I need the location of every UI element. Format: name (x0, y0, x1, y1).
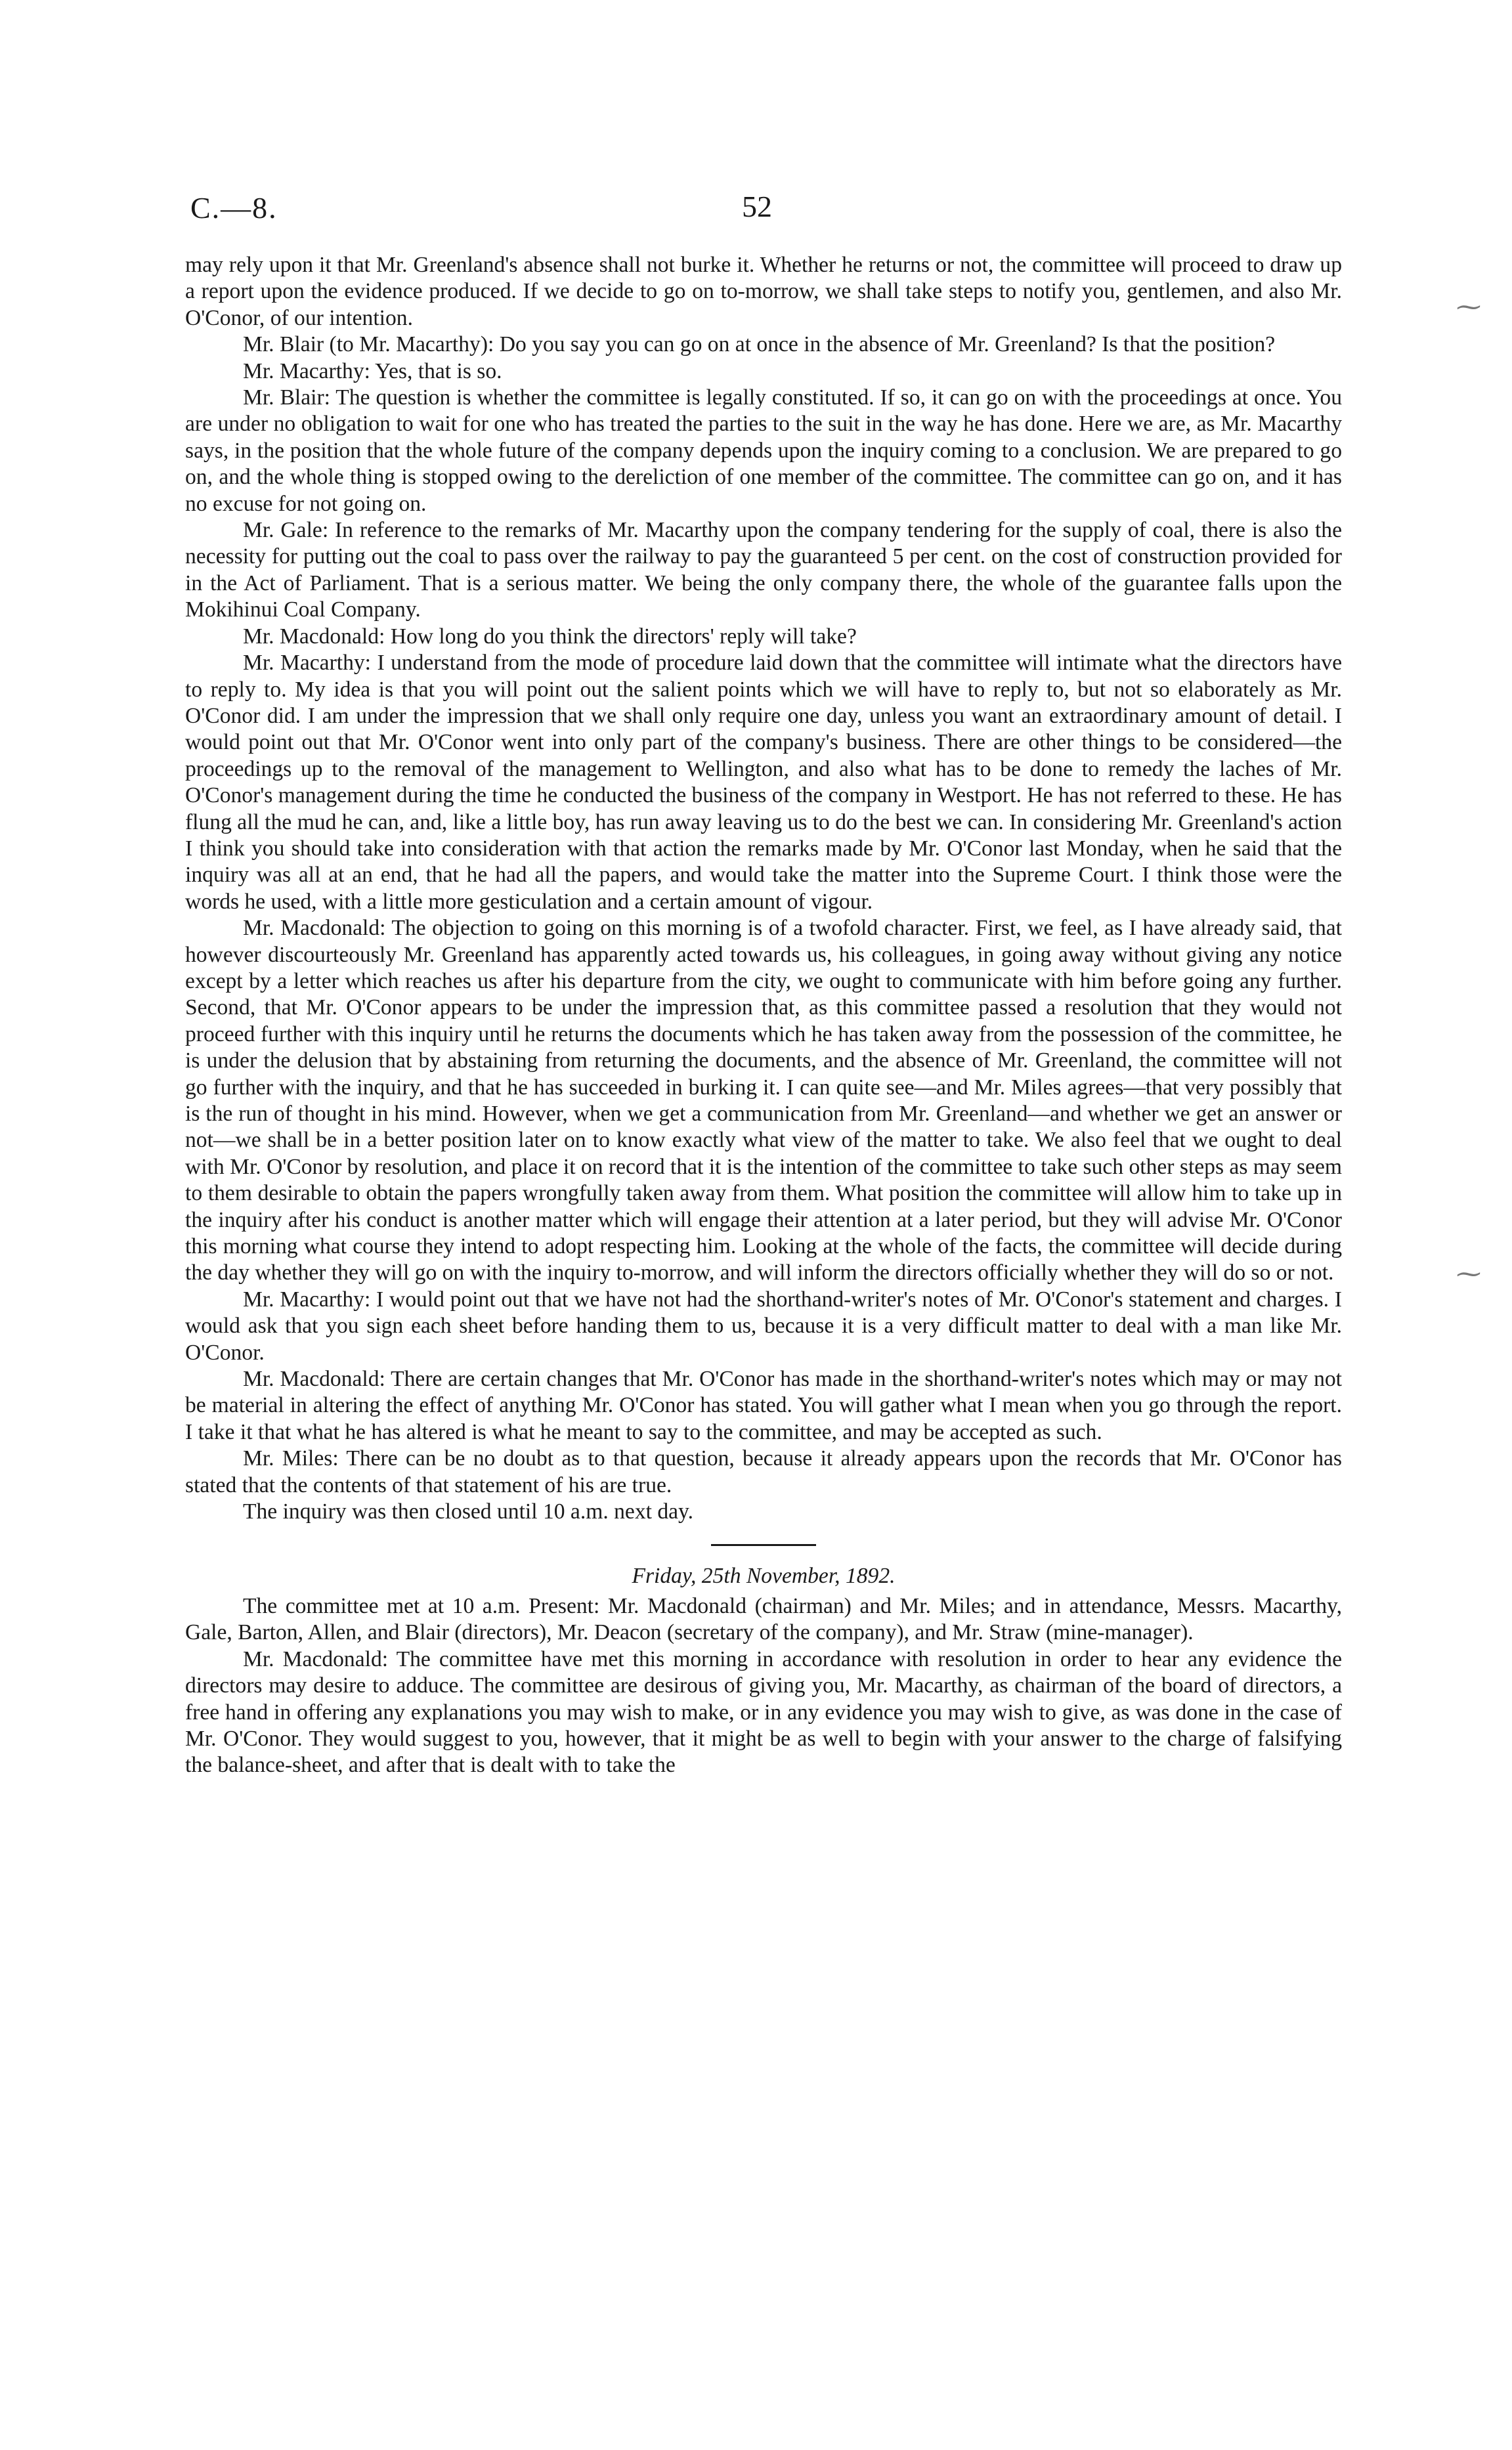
paragraph: Mr. Macdonald: The committee have met this morning in accordance with resolution in order to hear any evidence the directors may desire to adduce. The committee are desirous of giving you, Mr. Macarthy, as chairman of the board of directors, a free hand in offering any explanations you may wish to make, or in any evidence you may wish to give, as was done in the case of Mr. O'Conor. They would suggest to you, however, that it might be as well to begin with your answer to the charge of falsifying the balance-sheet, and after that is dealt with to take the (185, 1646, 1342, 1778)
paragraph: Mr. Macarthy: I understand from the mode of procedure laid down that the committee will intimate what the directors have to reply to. My idea is that you will point out the salient points which we will have to reply to, but not so elaborately as Mr. O'Conor did. I am under the impression that we shall only require one day, unless you want an extraordinary amount of detail. I would point out that Mr. O'Conor went into only part of the company's business. There are other things to be considered—the proceedings up to the removal of the management to Wellington, and also what has to be done to remedy the laches of Mr. O'Conor's management during the time he conducted the business of the company in Westport. He has not referred to these. He has flung all the mud he can, and, like a little boy, has run away leaving us to do the best we can. In considering Mr. Greenland's action I think you should take into consideration with that action the remarks made by Mr. O'Conor last Monday, when he said that the inquiry was all at an end, that he had all the papers, and would take the matter into the Supreme Court. I think those were the words he used, with a little more gesticulation and a certain amount of vigour. (185, 651, 1342, 914)
paragraph: Mr. Macdonald: The objection to going on this morning is of a twofold character. First, we feel, as I have already said, that however discourteously Mr. Greenland has apparently acted towards us, his colleagues, in going away without giving any notice except by a letter which reaches us after his departure from the city, we ought to communicate with him before going any further. Second, that Mr. O'Conor appears to be under the impression that, as this committee passed a resolution that they would not proceed further with this inquiry until he returns the documents which he has taken away from the possession of the committee, he is under the delusion that by abstaining from returning the documents, and the absence of Mr. Greenland, the committee will not go further with the inquiry, and that he has succeeded in burking it. I can quite see—and Mr. Miles agrees—that very possibly that is the run of thought in his mind. However, when we get a communication from Mr. Greenland—and whether we get an answer or not—we shall be in a better position later on to know exactly what view of the matter to take. We also feel that we ought to deal with Mr. O'Conor by resolution, and place it on record that it is the intention of the committee to take such other steps as may seem to them desirable to obtain the papers wrongfully taken away from them. What position the committee will allow him to take up in the inquiry after his conduct is another matter which will engage their attention at a later period, but they will advise Mr. O'Conor this morning what course they intend to adopt respecting him. Looking at the whole of the facts, the committee will decide during the day whether they will go on with the inquiry to-morrow, and will inform the directors officially whether they will do so or not. (185, 916, 1342, 1285)
paragraph: Mr. Miles: There can be no doubt as to that question, because it already appears upon the records that Mr. O'Conor has stated that the contents of that statement of his are true. (185, 1446, 1342, 1497)
document-reference: C.—8. (190, 191, 278, 225)
date-heading: Friday, 25th November, 1892. (632, 1563, 896, 1588)
paragraph: Mr. Macdonald: How long do you think the directors' reply will take? (243, 624, 857, 649)
paragraph: The inquiry was then closed until 10 a.m. next day. (243, 1499, 694, 1524)
paragraph: Mr. Gale: In reference to the remarks of Mr. Macarthy upon the company tendering for the supply of coal, there is also the necessity for putting out the coal to pass over the railway to pay the guaranteed 5 per cent. on the cost of construction provided for in the Act of Parliament. That is a serious matter. We being the only company there, the whole of the guarantee falls upon the Mokihinui Coal Company. (185, 518, 1342, 622)
body-text (185, 252, 1342, 1779)
paragraph: Mr. Blair (to Mr. Macarthy): Do you say you can go on at once in the absence of Mr. Greenland? Is that the position? (243, 332, 1276, 357)
section-divider (711, 1544, 816, 1546)
margin-mark: ⁓ (1456, 1260, 1481, 1288)
margin-mark: ⁓ (1456, 293, 1481, 321)
paragraph: Mr. Macarthy: Yes, that is so. (243, 358, 502, 383)
page-number: 52 (742, 190, 772, 223)
paragraph: Mr. Macdonald: There are certain changes that Mr. O'Conor has made in the shorthand-writer's notes which may or may not be material in altering the effect of anything Mr. O'Conor has stated. You will gather what I mean when you go through the report. I take it that what he has altered is what he meant to say to the committee, and may be accepted as such. (185, 1367, 1342, 1444)
paragraph: Mr. Blair: The question is whether the committee is legally constituted. If so, it can go on with the proceedings at once. You are under no obligation to wait for one who has treated the parties to the suit in the way he has done. Here we are, as Mr. Macarthy says, in the position that the whole future of the company depends upon the inquiry coming to a conclusion. We are prepared to go on, and the whole thing is stopped owing to the dereliction of one member of the committee. The committee can go on, and it has no excuse for not going on. (185, 385, 1342, 516)
paragraph: may rely upon it that Mr. Greenland's absence shall not burke it. Whether he returns or not, the committee will proceed to draw up a report upon the evidence produced. If we decide to go on to-morrow, we shall take steps to notify you, gentlemen, and also Mr. O'Conor, of our intention. (185, 253, 1342, 330)
paragraph: The committee met at 10 a.m. Present: Mr. Macdonald (chairman) and Mr. Miles; and in attendance, Messrs. Macarthy, Gale, Barton, Allen, and Blair (directors), Mr. Deacon (secretary of the company), and Mr. Straw (mine-manager). (185, 1593, 1342, 1645)
paragraph: Mr. Macarthy: I would point out that we have not had the shorthand-writer's notes of Mr. O'Conor's statement and charges. I would ask that you sign each sheet before handing them to us, because it is a very difficult matter to deal with a man like Mr. O'Conor. (185, 1287, 1342, 1365)
